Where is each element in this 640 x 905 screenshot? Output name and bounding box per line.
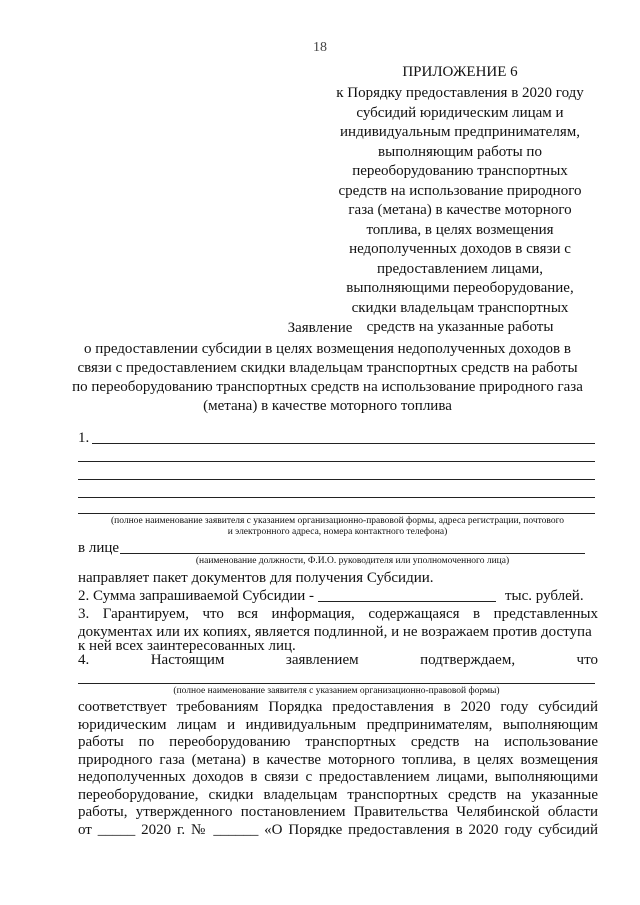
applicant-field-line-3[interactable] [78, 479, 595, 480]
item4-word: 4. [78, 652, 90, 668]
item4-body-line: природного газа (метана) в качестве моторного топлива, в целях возмещения [78, 751, 598, 768]
applicant-field-line-1[interactable] [92, 443, 595, 444]
item4-body-line: переоборудование, скидки владельцам транспортных средств на указанные [78, 786, 598, 803]
item3-line: документах или их копиях, является подлинной, и не возражаем против доступа [78, 624, 592, 640]
appendix-line: средств на указанные работы [366, 319, 554, 335]
applicant-hint [70, 516, 605, 538]
applicant-field-line-4[interactable] [78, 497, 595, 498]
appendix-line: средств на использование природного [338, 182, 582, 199]
subtitle-line: связи с предоставлением скидки владельцам транспортных средств на работы [77, 360, 578, 376]
item1-number: 1. [78, 430, 90, 446]
item4-body-line: недополученных доходов в связи с предоставлением лицами, выполняющими [78, 769, 598, 785]
item4-body-line: работы, утвержденного постановлением Правительства Челябинской области [78, 804, 598, 820]
item4-body-line: юридическим лицам и индивидуальным предпринимателям, выполняющим [78, 716, 598, 733]
appendix-description [330, 84, 590, 338]
subsidy-amount-field[interactable] [318, 601, 496, 602]
item4-word: что [576, 652, 598, 668]
item2-unit: тыс. рублей. [505, 588, 584, 604]
item3-line: 3. Гарантируем, что вся информация, содержащаяся в представленных [78, 606, 598, 622]
person-hint: (наименование должности, Ф.И.О. руководителя или уполномоченного лица) [195, 556, 510, 566]
page-number: 18 [313, 40, 327, 55]
appendix-line: топлива, в целях возмещения [366, 221, 554, 238]
item4-word: заявлением [285, 652, 359, 668]
statement-subtitle [70, 340, 585, 416]
appendix-line: к Порядку предоставления в 2020 году [336, 85, 584, 101]
item3-line: к ней всех заинтересованных лиц. [78, 638, 296, 654]
appendix-line: предоставлением лицами, [377, 260, 543, 277]
applicant-hint-line: (полное наименование заявителя с указанием организационно-правовой формы, адреса регистрации, почтового [110, 516, 565, 526]
applicant-field-line-5[interactable] [78, 513, 595, 514]
appendix-line: выполняющим работы по [378, 143, 542, 160]
sends-text: направляет пакет документов для получения Субсидии. [78, 570, 434, 586]
item4-heading [78, 652, 598, 669]
appendix-line: индивидуальным предпринимателям, [340, 124, 580, 140]
subtitle-line: о предоставлении субсидии в целях возмещения недополученных доходов в [84, 341, 571, 357]
appendix-title: ПРИЛОЖЕНИЕ 6 [402, 64, 518, 80]
applicant-hint-line: и электронного адреса, номера контактного телефона) [227, 527, 448, 537]
item4-body-line: соответствует требованиям Порядка предоставления в 2020 году субсидий [78, 699, 598, 715]
statement-title: Заявление [287, 320, 353, 336]
item4-hint: (полное наименование заявителя с указанием организационно-правовой формы) [173, 686, 500, 696]
in-person-label: в лице [78, 540, 120, 556]
appendix-line: выполняющими переоборудование, [346, 280, 574, 296]
item4-body-line: работы по переоборудованию транспортных средств на использование [78, 734, 598, 750]
appendix-line: субсидий юридическим лицам и [356, 104, 564, 121]
item4-body-line: от _____ 2020 г. № ______ «О Порядке предоставления в 2020 году субсидий [78, 821, 598, 838]
item4-word: Настоящим [150, 652, 225, 668]
person-field-line[interactable] [120, 553, 585, 554]
applicant-name-field[interactable] [78, 683, 595, 684]
item4-body [78, 699, 598, 839]
appendix-line: недополученных доходов в связи с [349, 241, 571, 257]
subtitle-line: (метана) в качестве моторного топлива [203, 398, 452, 414]
appendix-line: скидки владельцам транспортных [351, 299, 569, 316]
appendix-line: газа (метана) в качестве моторного [348, 202, 572, 218]
item2-label: 2. Сумма запрашиваемой Субсидии - [78, 588, 315, 604]
item4-word: подтверждаем, [420, 652, 516, 668]
appendix-line: переоборудованию транспортных [352, 163, 568, 179]
subtitle-line: по переоборудованию транспортных средств на использование природного газа [72, 379, 583, 395]
applicant-field-line-2[interactable] [78, 461, 595, 462]
